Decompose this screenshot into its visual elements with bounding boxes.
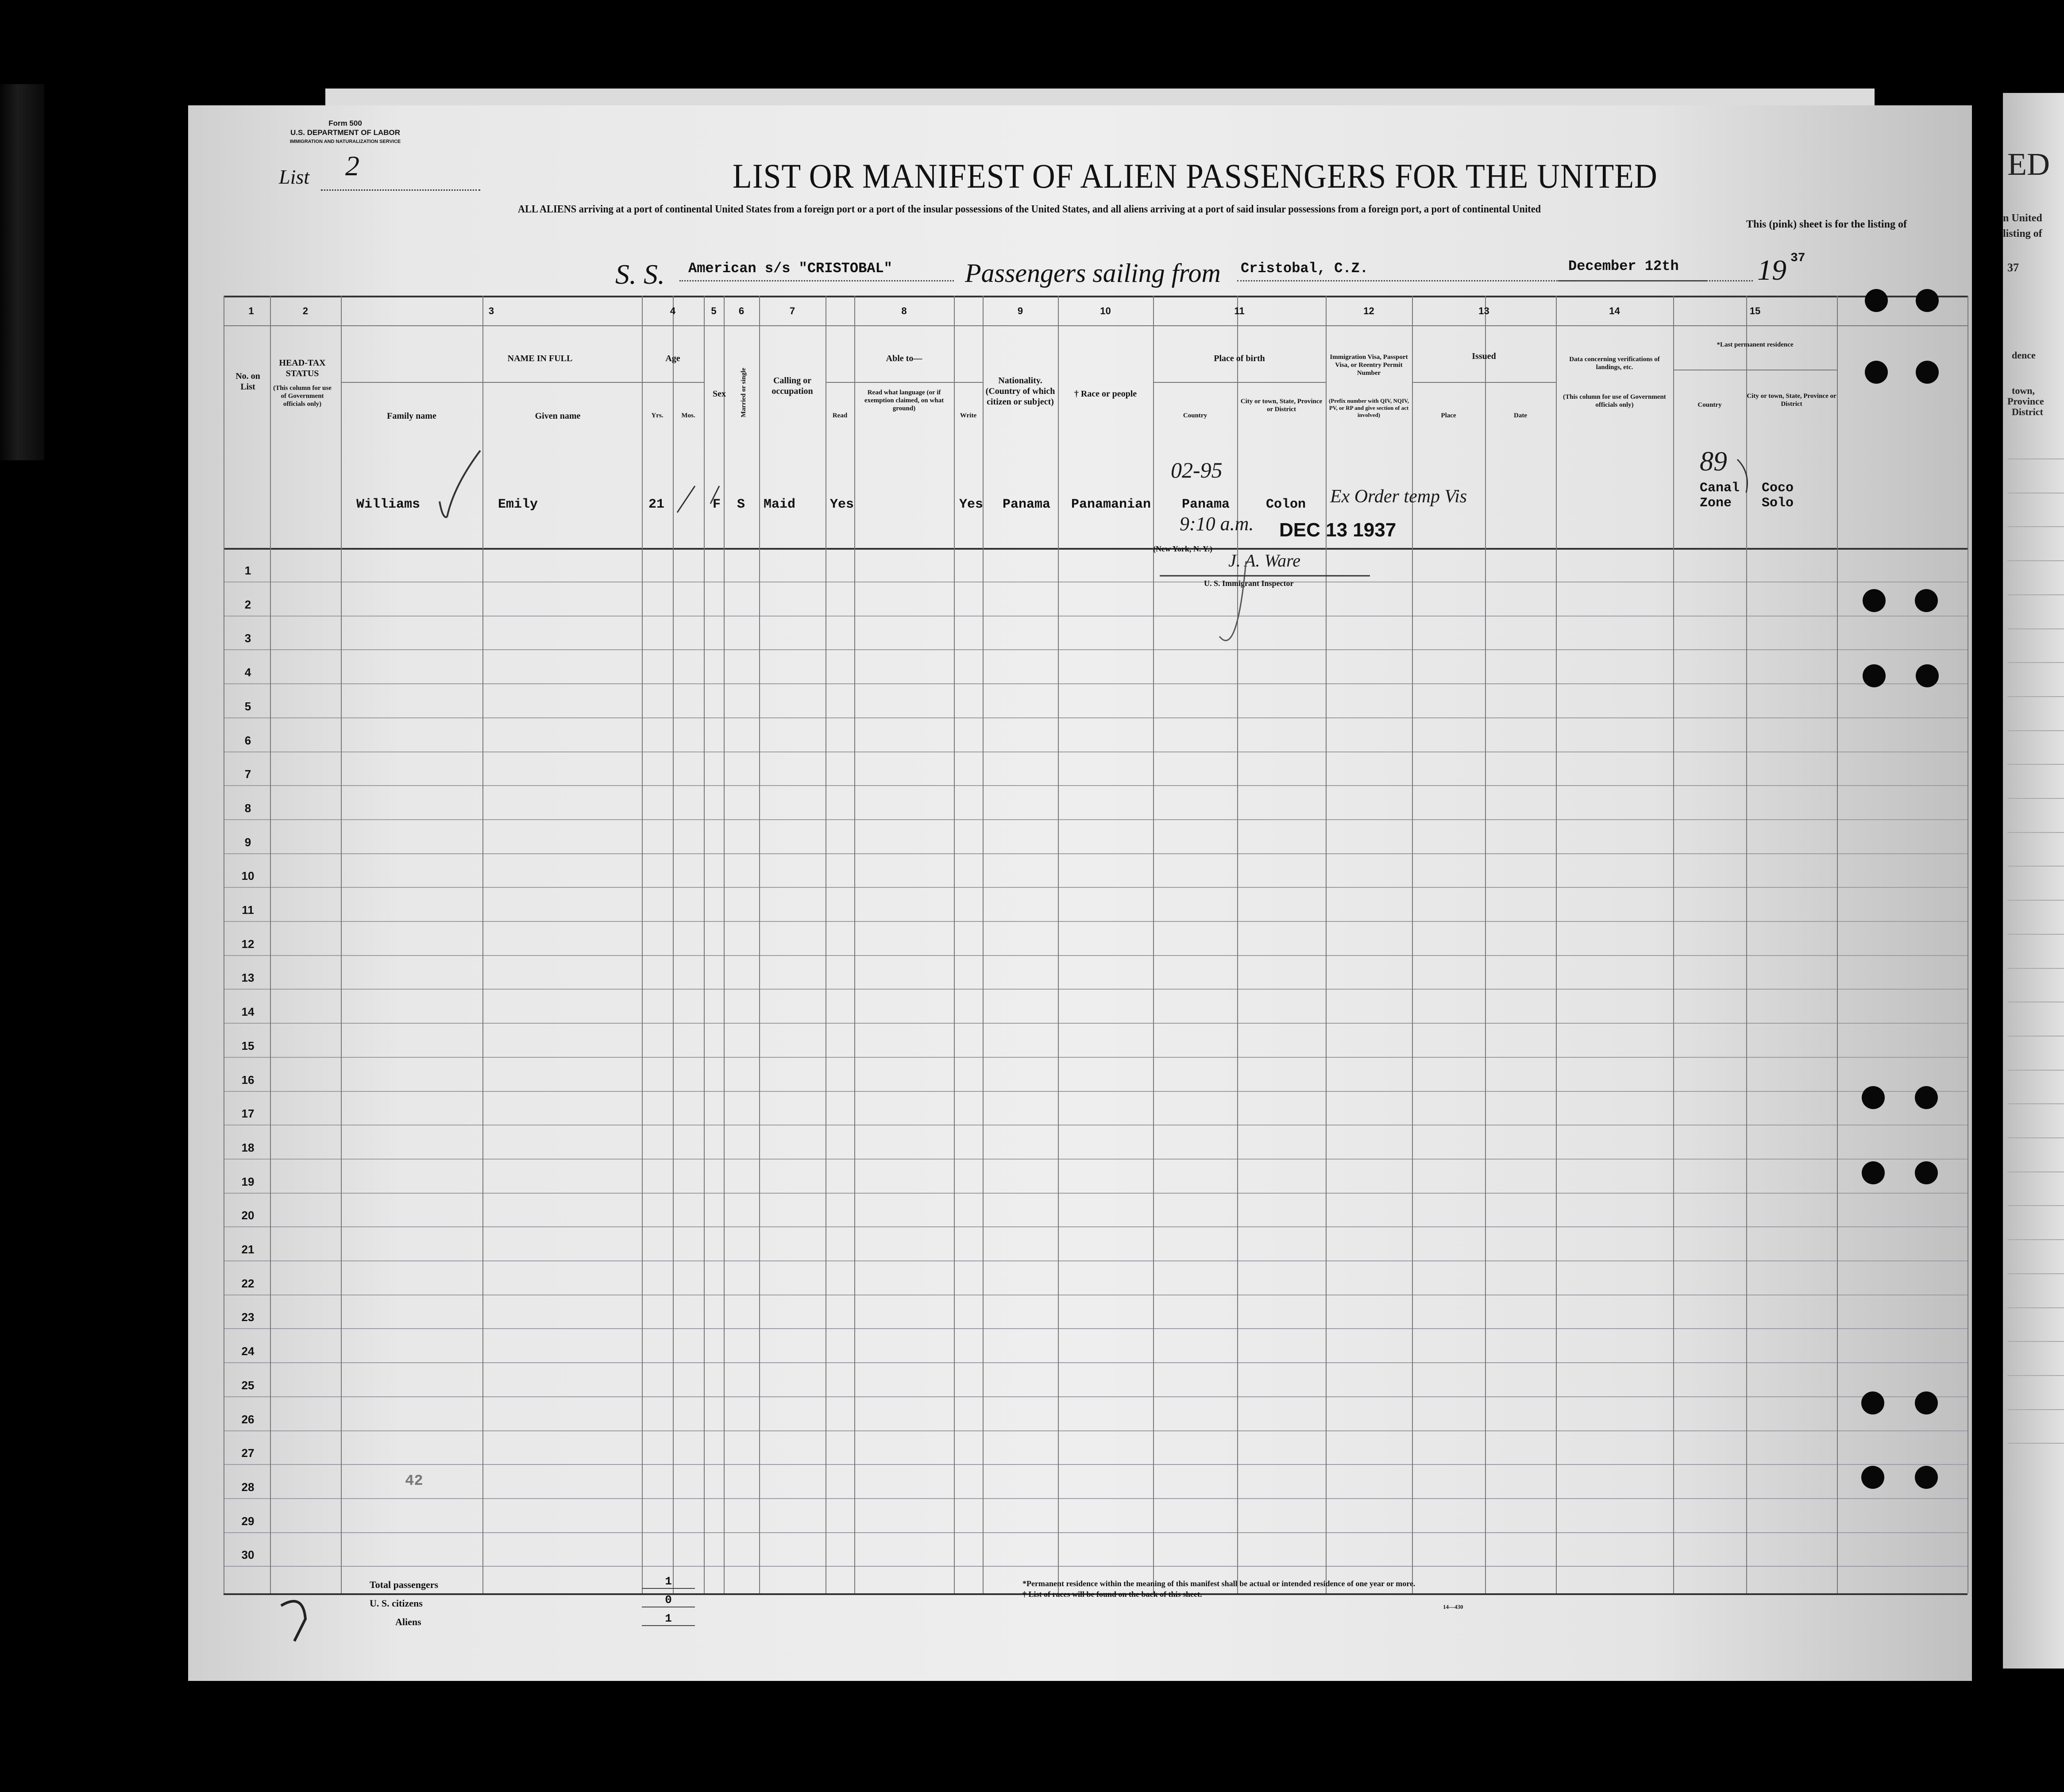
passenger-birth-city: Colon [1266, 497, 1306, 512]
adjacent-page-rule [2007, 1273, 2064, 1274]
passenger-family-name: Williams [356, 497, 421, 512]
header-calling: Calling or occupation [772, 376, 813, 396]
passenger-res-country-2: Zone [1700, 496, 1732, 511]
form-code: 14—430 [1443, 1603, 1463, 1610]
row-number: 1 [244, 564, 251, 577]
column-number: 2 [302, 305, 309, 316]
header-able-to: Able to— [886, 354, 922, 363]
handwritten-code-residence: 89 [1700, 447, 1727, 477]
passenger-res-country-1: Canal [1700, 481, 1740, 496]
row-30-mark: 42 [405, 1473, 423, 1490]
binder-hole [1916, 664, 1939, 687]
header-data-note: (This column for use of Government officials only) [1563, 393, 1666, 408]
handwritten-visa-note: Ex Order temp Vis [1330, 486, 1467, 507]
adjacent-hdr-3: Province [2007, 396, 2044, 407]
row-number: 16 [241, 1073, 255, 1087]
year-suffix: 37 [1790, 251, 1806, 265]
total-passengers-label: Total passengers [370, 1579, 439, 1590]
header-birth-country: Country [1183, 412, 1208, 419]
inspector-signature: J. A. Ware [1228, 551, 1300, 570]
header-visa: Immigration Visa, Passport Visa, or Reentry Permit Number [1330, 354, 1408, 377]
handwritten-time: 9:10 a.m. [1180, 513, 1254, 535]
adjacent-page-rule [2007, 628, 2064, 629]
department-name: U.S. DEPARTMENT OF LABOR [290, 128, 401, 137]
adjacent-hdr-1: dence [2012, 350, 2036, 361]
binder-hole [1861, 1466, 1884, 1489]
header-read-language: Read what language (or if exemption claimed, on what ground) [864, 389, 944, 412]
binder-hole [1916, 361, 1939, 384]
inspection-stamp-date: DEC 13 1937 [1279, 519, 1397, 541]
slash-age [677, 486, 695, 513]
form-number: Form 500 [328, 119, 362, 127]
passenger-sex: F [713, 497, 721, 512]
passenger-given-name: Emily [498, 497, 538, 512]
departure-port: Cristobal, C.Z. [1241, 260, 1369, 277]
list-label: List [279, 166, 310, 188]
header-data-concerning: Data concerning verifications of landings, etc. [1569, 356, 1660, 371]
column-number: 5 [711, 305, 717, 316]
binder-hole [1863, 664, 1886, 687]
row-number: 27 [241, 1446, 255, 1460]
year-prefix: 19 [1757, 254, 1786, 286]
binder-hole [1916, 289, 1939, 312]
binder-hole [1915, 1161, 1938, 1184]
column-number: 15 [1749, 305, 1761, 316]
passenger-read: Yes [830, 497, 854, 512]
binder-hole [1862, 1086, 1885, 1109]
header-last-residence: *Last permanent residence [1717, 341, 1794, 348]
adjacent-page-rule [2007, 1341, 2064, 1342]
adjacent-page-rule [2007, 594, 2064, 595]
header-age: Age [665, 354, 680, 363]
passenger-res-city-2: Solo [1762, 496, 1794, 511]
adjacent-page-rule [2007, 1409, 2064, 1410]
header-res-country: Country [1697, 401, 1722, 408]
row-number: 10 [241, 869, 255, 883]
row-number: 2 [244, 597, 251, 611]
left-page-edge [0, 84, 44, 460]
aliens-label: Aliens [395, 1616, 421, 1627]
footnote-races: † List of races will be found on the back of this sheet. [1022, 1590, 1202, 1599]
adjacent-page-rule [2007, 968, 2064, 969]
column-number: 7 [789, 305, 795, 316]
adjacent-page-rule [2007, 1239, 2064, 1240]
passenger-nationality: Panama [1003, 497, 1051, 512]
service-name: IMMIGRATION AND NATURALIZATION SERVICE [289, 139, 401, 144]
inspection-stamp-place: (New York, N. Y.) [1153, 544, 1212, 553]
signature-flourish [1219, 561, 1246, 640]
row-number: 21 [241, 1243, 255, 1256]
inspector-title: U. S. Immigrant Inspector [1204, 579, 1294, 588]
adjacent-page-rule [2007, 832, 2064, 833]
row-number: 5 [244, 699, 251, 713]
passenger-res-city-1: Coco [1762, 481, 1794, 496]
adjacent-heading: ED [2007, 146, 2050, 182]
header-issued-place: Place [1441, 412, 1456, 419]
column-number: 1 [248, 305, 254, 316]
list-number: 2 [345, 150, 359, 181]
column-number: 10 [1100, 305, 1111, 316]
passenger-occupation: Maid [764, 497, 796, 512]
adjacent-hdr-4: District [2012, 406, 2043, 417]
header-years: Yrs. [651, 412, 664, 419]
header-months: Mos. [681, 412, 695, 419]
manifest-subtitle-1: ALL ALIENS arriving at a port of continental United States from a foreign port or a port of the insular possessions of the United States, and all aliens arriving at a port of said insular possessions from a foreign port, a port of continental United [518, 204, 1541, 215]
binder-hole [1915, 1391, 1938, 1414]
passenger-birth-country: Panama [1182, 497, 1230, 512]
sailing-from-label: Passengers sailing from [965, 258, 1221, 288]
slash-sex [710, 486, 719, 504]
manifest-subtitle-2: This (pink) sheet is for the listing of [1746, 219, 1907, 230]
passenger-marital: S [737, 497, 745, 512]
passenger-age-years: 21 [648, 497, 665, 512]
column-number: 8 [901, 305, 907, 316]
row-number: 25 [241, 1378, 255, 1392]
row-number: 13 [241, 971, 255, 985]
sailing-date: December 12th [1568, 258, 1679, 274]
adjacent-page-rule [2007, 560, 2064, 561]
adjacent-page-rule [2007, 934, 2064, 935]
passenger-race: Panamanian [1071, 497, 1151, 512]
adjacent-page-rule [2007, 764, 2064, 765]
manifest-title: LIST OR MANIFEST OF ALIEN PASSENGERS FOR THE UNITED [733, 157, 1658, 195]
adjacent-page-rule [2007, 696, 2064, 697]
row-number: 7 [244, 767, 251, 781]
header-visa-note: (Prefix number with QIV, NQIV, PV, or RP and give section of act involved) [1328, 397, 1409, 418]
header-given-name: Given name [535, 411, 581, 421]
adjacent-page-rule [2007, 798, 2064, 799]
header-family-name: Family name [387, 411, 436, 421]
column-number: 13 [1478, 305, 1489, 316]
manifest-sheet [188, 105, 1972, 1681]
header-read: Read [832, 412, 848, 419]
row-number: 28 [241, 1480, 255, 1494]
row-number: 24 [241, 1345, 255, 1358]
adjacent-page-rule [2007, 1375, 2064, 1376]
column-number: 9 [1017, 305, 1023, 316]
column-number: 12 [1363, 305, 1374, 316]
row-number: 9 [244, 835, 251, 849]
adjacent-page-rule [2007, 526, 2064, 527]
adjacent-page-rule [2007, 1070, 2064, 1071]
header-head-tax: HEAD-TAX STATUS [279, 358, 326, 378]
us-citizens-value: 0 [642, 1593, 695, 1607]
adjacent-page-rule [2007, 1307, 2064, 1308]
row-number: 26 [241, 1412, 255, 1426]
adjacent-page-fragment [2003, 93, 2064, 1669]
ship-name: American s/s "CRISTOBAL" [688, 260, 892, 277]
column-number: 14 [1609, 305, 1620, 316]
aliens-value: 1 [642, 1612, 695, 1626]
total-passengers-value: 1 [642, 1575, 695, 1589]
row-number: 12 [241, 937, 255, 951]
adjacent-page-rule [2007, 900, 2064, 901]
footnote-residence: *Permanent residence within the meaning of this manifest shall be actual or intended residence of one year or more. [1022, 1579, 1416, 1588]
header-married-single: Married or single [740, 367, 747, 418]
row-number: 11 [242, 903, 254, 917]
adjacent-page-rule [2007, 1036, 2064, 1037]
binder-hole [1915, 1466, 1938, 1489]
binder-hole [1915, 1086, 1938, 1109]
header-name-in-full: NAME IN FULL [507, 354, 573, 363]
header-head-tax-note: (This column for use of Government officials only) [273, 385, 332, 408]
handwritten-code-birth: 02-95 [1171, 458, 1223, 482]
column-number: 3 [488, 305, 494, 316]
adjacent-text-1: n United [2003, 212, 2042, 224]
row-number: 8 [244, 801, 251, 815]
binder-hole [1915, 589, 1938, 612]
adjacent-page-rule [2007, 1443, 2064, 1444]
handwritten-tick [281, 1601, 305, 1641]
binder-hole [1865, 361, 1888, 384]
handwritten-marks [188, 105, 1972, 1681]
column-number: 6 [738, 305, 745, 316]
header-write: Write [960, 412, 977, 419]
binder-hole [1862, 1161, 1885, 1184]
header-race: † Race or people [1074, 389, 1137, 399]
ss-label: S. S. [615, 258, 665, 290]
adjacent-hdr-2: town, [2012, 385, 2035, 396]
adjacent-year: 37 [2007, 261, 2019, 274]
header-sex: Sex [713, 389, 726, 399]
adjacent-text-2: listing of [2003, 228, 2042, 239]
header-issued: Issued [1472, 351, 1496, 361]
checkmark-name [447, 451, 480, 517]
binder-hole [1861, 1391, 1884, 1414]
row-number: 30 [241, 1548, 255, 1562]
row-number: 19 [241, 1175, 255, 1188]
binder-hole [1863, 589, 1886, 612]
header-no-on-list: No. on List [235, 371, 260, 392]
adjacent-page-rule [2007, 1103, 2064, 1104]
row-number: 3 [244, 632, 251, 645]
adjacent-page-rule [2007, 730, 2064, 731]
us-citizens-label: U. S. citizens [370, 1598, 423, 1609]
adjacent-page-rule [2007, 662, 2064, 663]
row-number: 14 [241, 1005, 255, 1019]
header-nationality: Nationality. (Country of which citizen or subject) [985, 376, 1055, 407]
header-res-city: City or town, State, Province or District [1747, 393, 1836, 408]
column-number: 11 [1234, 305, 1245, 316]
checkmark-tail [440, 501, 447, 517]
adjacent-page-rule [2007, 1205, 2064, 1206]
row-number: 15 [241, 1039, 255, 1052]
header-place-of-birth: Place of birth [1214, 354, 1265, 363]
adjacent-page-rule [2007, 1137, 2064, 1138]
residence-stroke [1737, 459, 1748, 493]
header-birth-city: City or town, State, Province or District [1240, 398, 1323, 413]
row-number: 22 [241, 1276, 255, 1290]
row-number: 17 [241, 1107, 255, 1121]
row-number: 6 [244, 733, 251, 747]
header-issued-date: Date [1514, 412, 1527, 419]
adjacent-page-rule [2007, 866, 2064, 867]
passenger-write: Yes [959, 497, 984, 512]
row-number: 18 [241, 1141, 255, 1154]
row-number: 29 [241, 1514, 255, 1528]
binder-hole [1865, 289, 1888, 312]
row-number: 20 [241, 1209, 255, 1222]
column-number: 4 [670, 305, 676, 316]
row-number: 4 [244, 666, 251, 679]
row-number: 23 [241, 1310, 255, 1324]
